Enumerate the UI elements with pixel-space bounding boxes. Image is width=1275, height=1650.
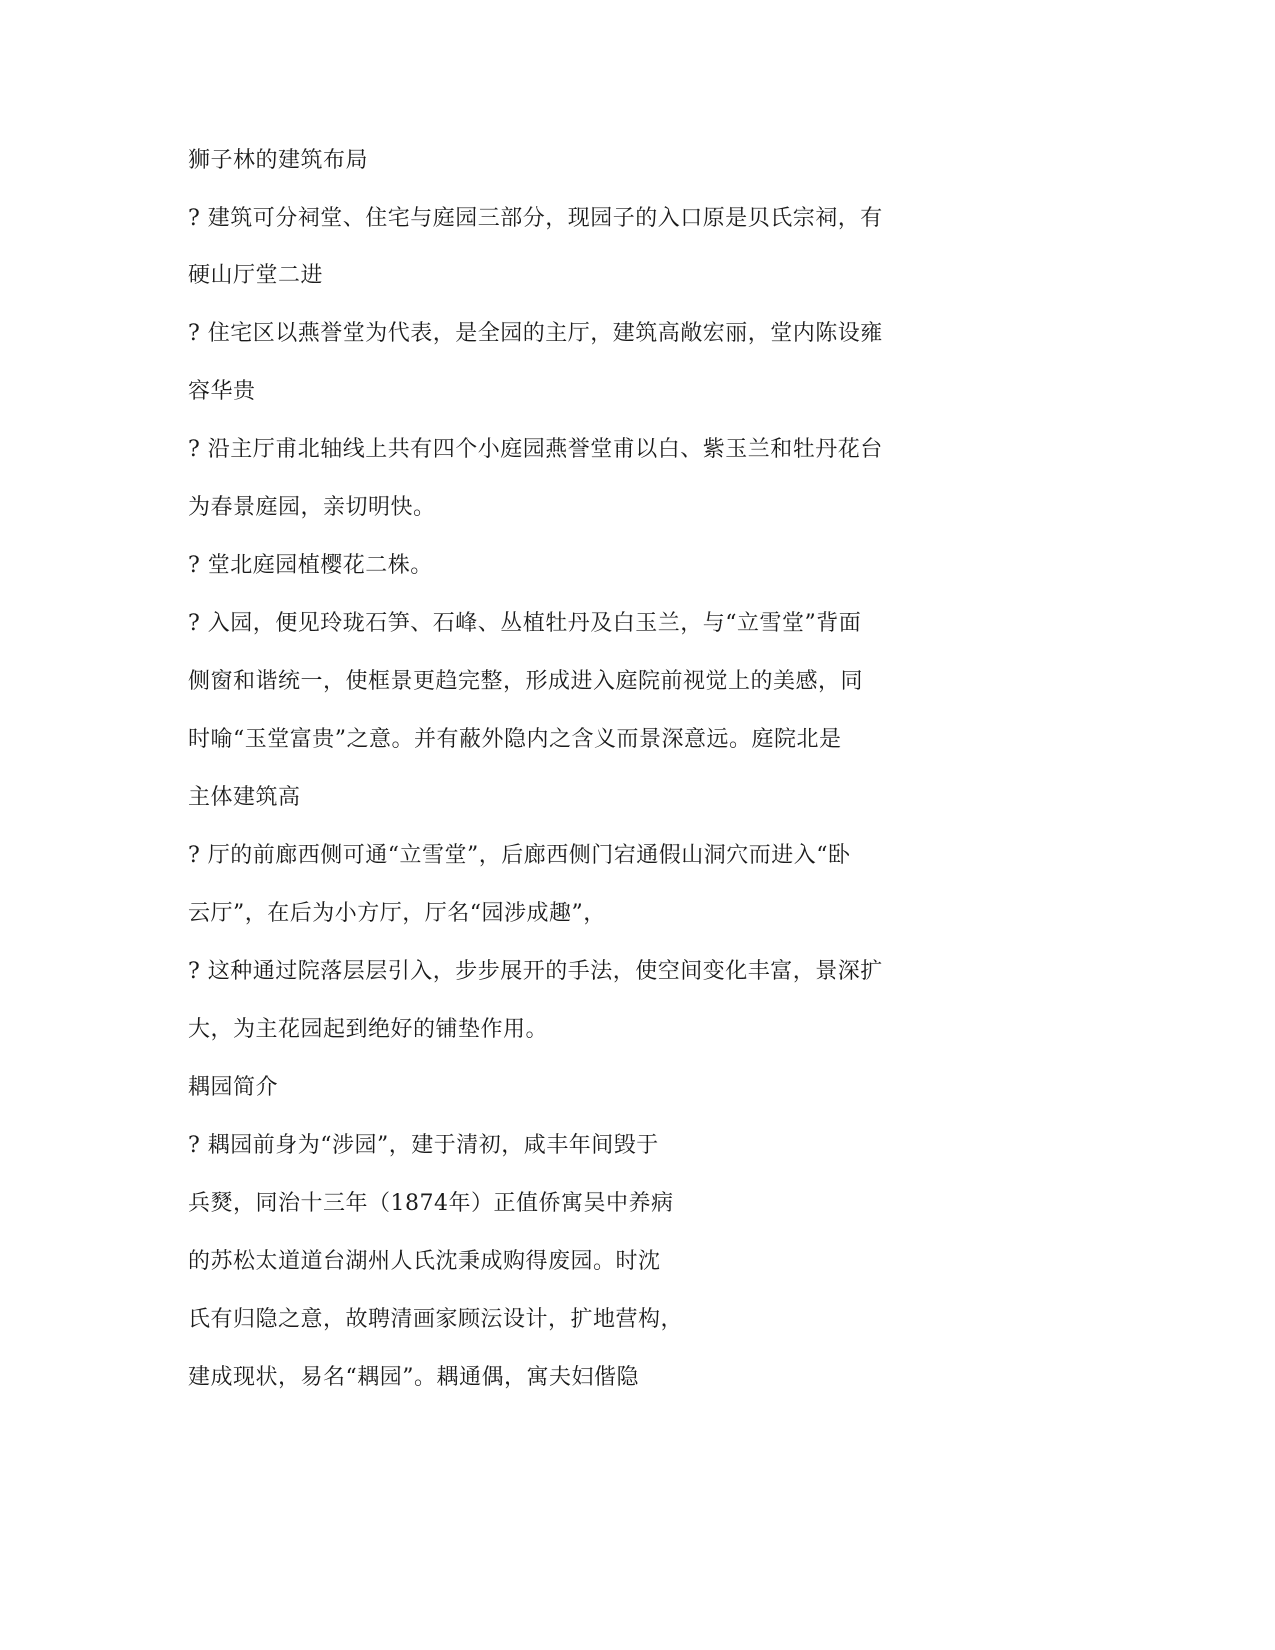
paragraph-line: 为春景庭园，亲切明快。 — [188, 495, 436, 520]
heading-shizilin-layout: 狮子林的建筑布局 — [188, 148, 369, 173]
heading-ouyuan-intro: 耦园简介 — [188, 1075, 279, 1100]
paragraph-line: ? 厅的前廊西侧可通“立雪堂”，后廊西侧门宕通假山洞穴而进入“卧 — [188, 843, 851, 868]
paragraph-line: ? 沿主厅甫北轴线上共有四个小庭园燕誉堂甫以白、紫玉兰和牡丹花台 — [188, 437, 883, 462]
paragraph-line: 硬山厅堂二进 — [188, 263, 324, 288]
paragraph-line: ? 这种通过院落层层引入，步步展开的手法，使空间变化丰富，景深扩 — [188, 959, 883, 984]
paragraph-line: 云厅”，在后为小方厅，厅名“园涉成趣”， — [188, 901, 606, 926]
paragraph-line: 容华贵 — [188, 379, 256, 404]
paragraph-line: 兵燹，同治十三年（1874年）正值侨寓吴中养病 — [188, 1191, 674, 1216]
paragraph-line: 的苏松太道道台湖州人氏沈秉成购得废园。时沈 — [188, 1249, 661, 1274]
paragraph-line: ? 建筑可分祠堂、住宅与庭园三部分，现园子的入口原是贝氏宗祠，有 — [188, 206, 883, 231]
paragraph-line: 氏有归隐之意，故聘清画家顾沄设计，扩地营构， — [188, 1307, 684, 1332]
paragraph-line: ? 入园，便见玲珑石笋、石峰、丛植牡丹及白玉兰，与“立雪堂”背面 — [188, 611, 862, 636]
paragraph-line: ? 堂北庭园植樱花二株。 — [188, 553, 433, 578]
paragraph-line: ? 住宅区以燕誉堂为代表，是全园的主厅，建筑高敞宏丽，堂内陈设雍 — [188, 321, 883, 346]
paragraph-line: ? 耦园前身为“涉园”，建于清初，咸丰年间毁于 — [188, 1133, 659, 1158]
paragraph-line: 大，为主花园起到绝好的铺垫作用。 — [188, 1017, 549, 1042]
paragraph-line: 主体建筑高 — [188, 785, 301, 810]
paragraph-line: 侧窗和谐统一，使框景更趋完整，形成进入庭院前视觉上的美感，同 — [188, 669, 864, 694]
paragraph-line: 建成现状，易名“耦园”。耦通偶，寓夫妇偕隐 — [188, 1365, 639, 1390]
paragraph-line: 时喻“玉堂富贵”之意。并有蔽外隐内之含义而景深意远。庭院北是 — [188, 727, 842, 752]
